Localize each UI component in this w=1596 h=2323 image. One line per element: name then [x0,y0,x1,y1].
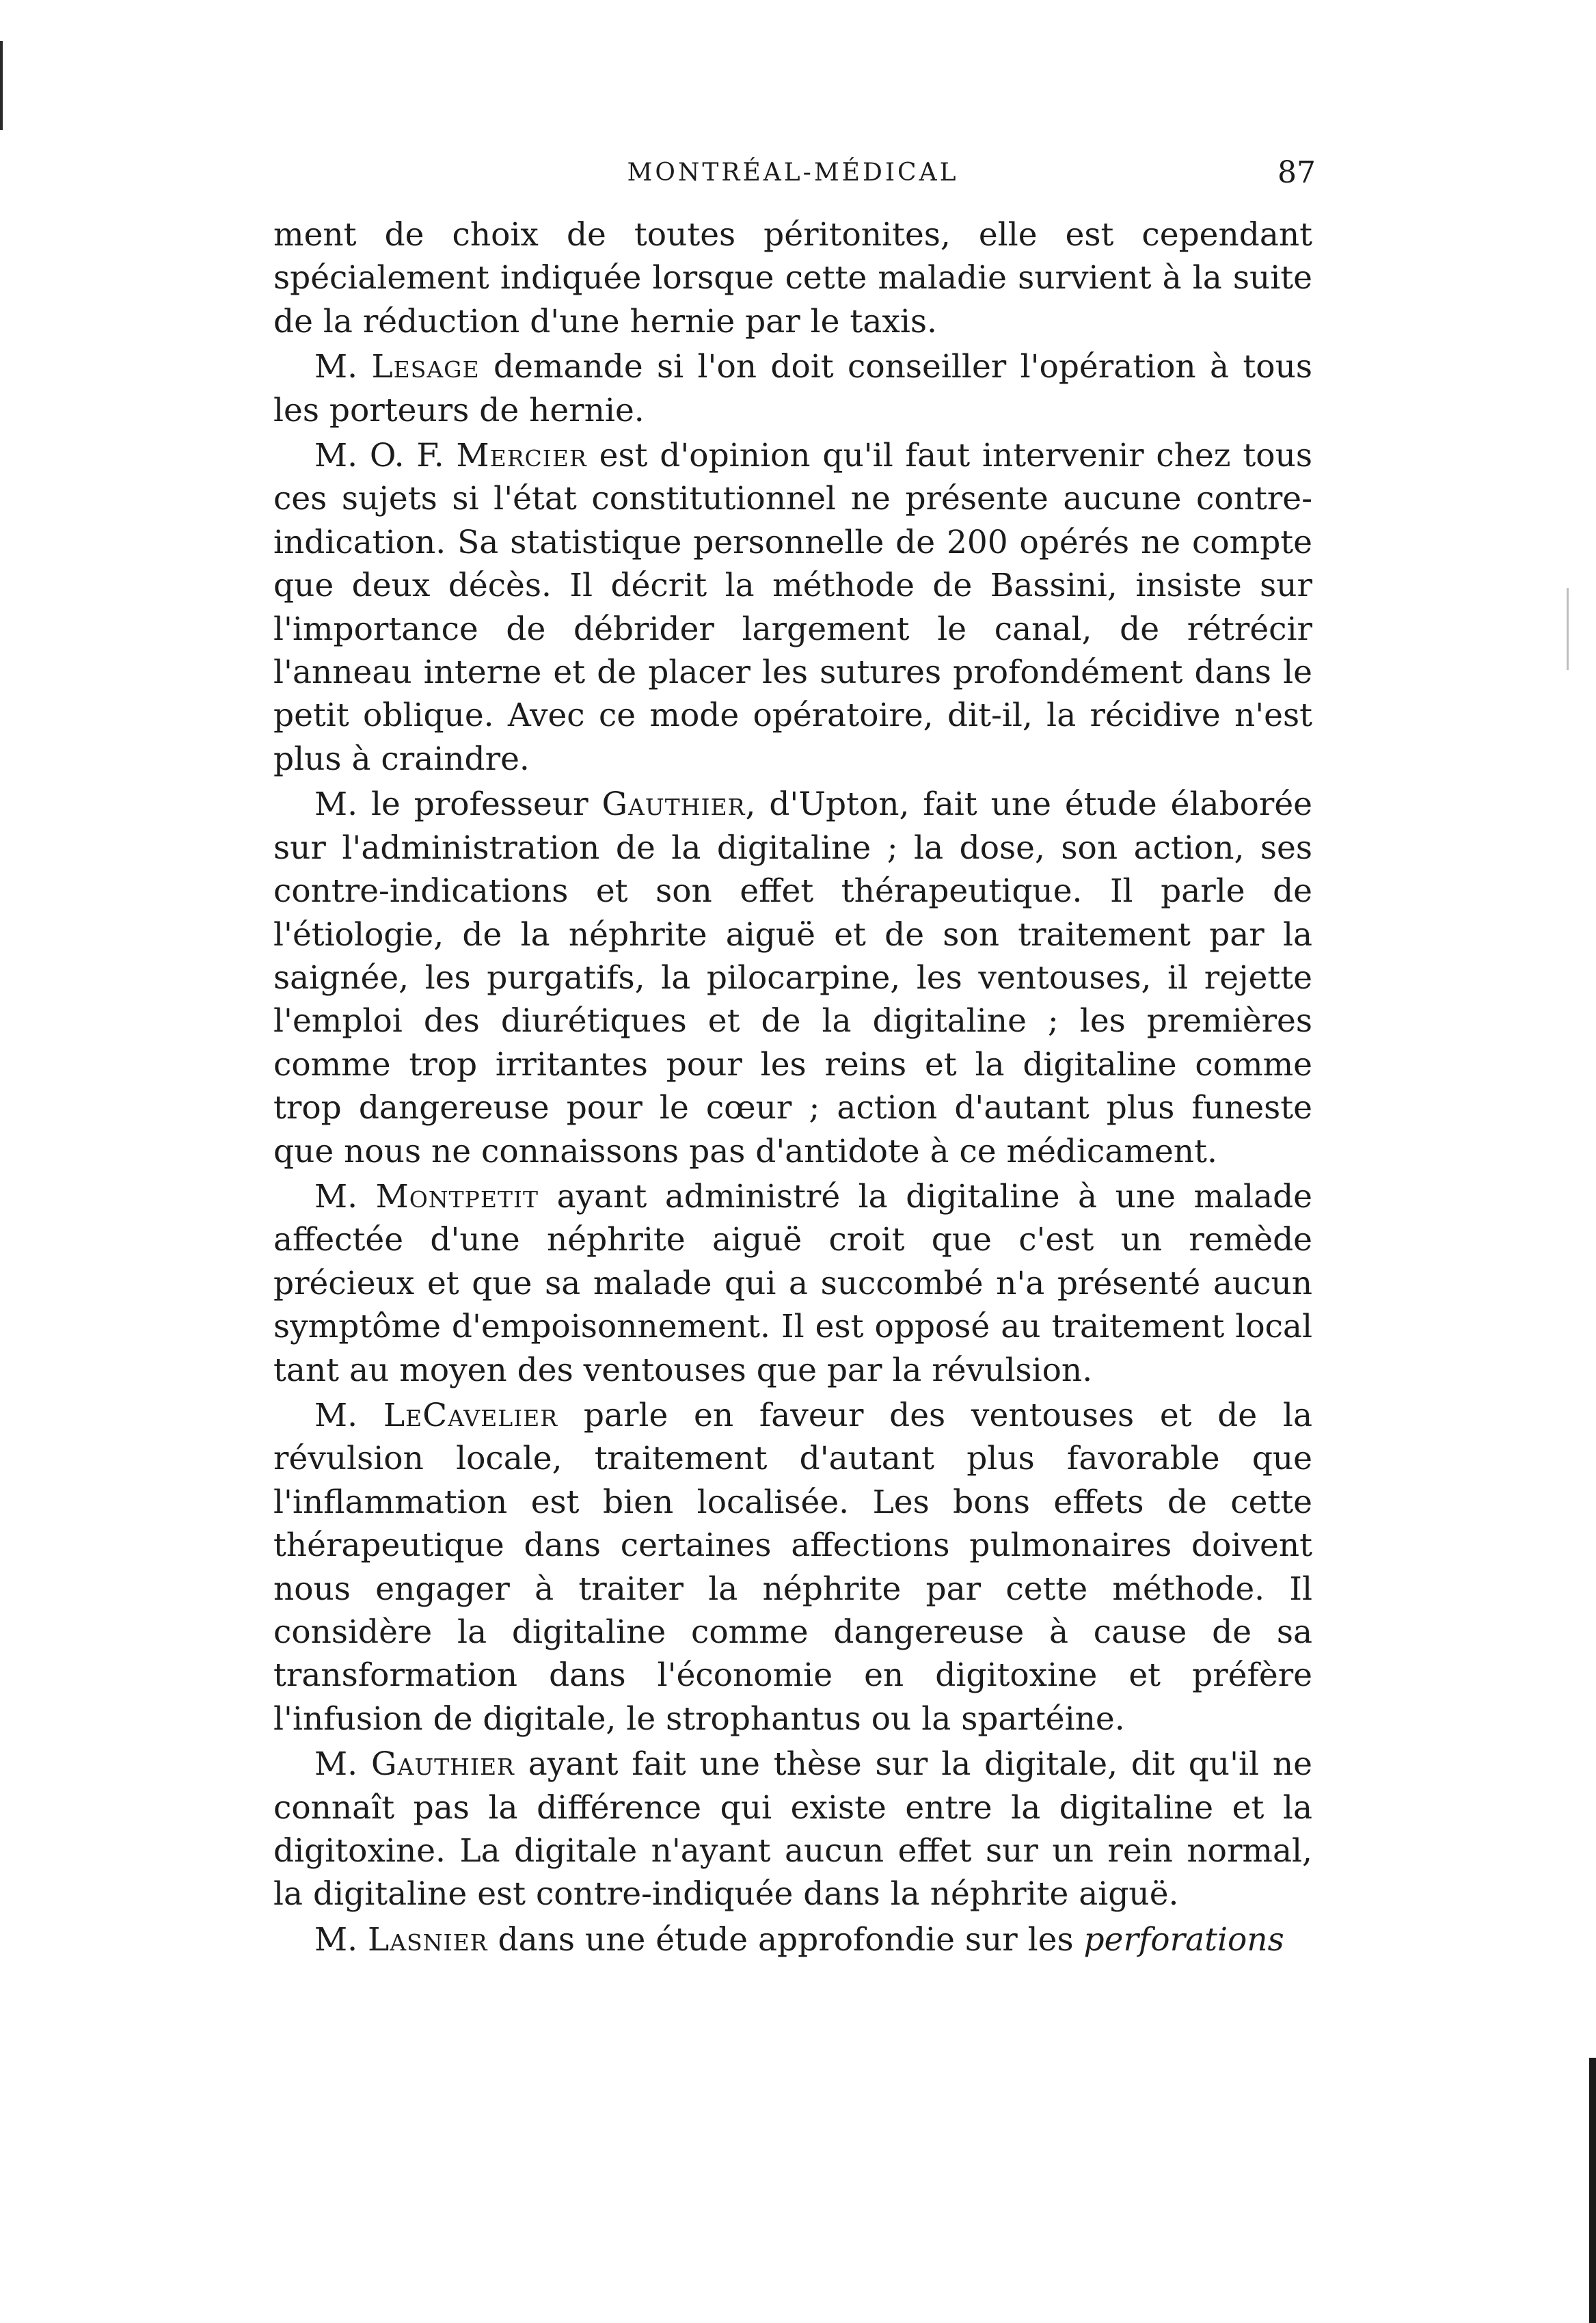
speaker-name: Gauthier [601,785,746,824]
speaker-prefix: M. [314,1396,358,1434]
paragraph [273,213,1312,343]
paragraph [273,1743,1312,1916]
paragraph-text: dans une étude approfondie sur les [498,1920,1074,1959]
scan-edge-mark [1589,2058,1596,2323]
scan-edge-mark [1567,588,1569,670]
paragraph-text: ayant administré la digitaline à une malade affectée d'une néphrite aiguë croit que c'est un remède précieux et que sa malade qui a succombé n'a présenté aucun symptôme d'empoisonnement. Il est opposé au traitement local tant au moyen des ventouses que par la révulsion. [273,1177,1312,1389]
paragraph [273,1918,1312,1961]
paragraph-text: parle en faveur des ventouses et de la révulsion locale, traitement d'autant plus favorable que l'inflammation est bien localisée. Les bons effets de cette thérapeutique dans certaines affections pulmonaires doivent nous engager à traiter la néphrite par cette méthode. Il considère la digitaline comme dangereuse à cause de sa transformation dans l'économie en digitoxine et préfère l'infusion de digitale, le strophantus ou la spartéine. [273,1396,1312,1738]
speaker-name: Gauthier [370,1745,515,1784]
speaker-name: Lesage [371,348,480,386]
speaker-name: Lasnier [368,1920,488,1959]
italic-term: perforations [1083,1920,1284,1959]
speaker-prefix: M. [314,1745,358,1784]
speaker-prefix: M. [314,1177,358,1216]
paragraph [273,345,1312,432]
speaker-name: LeCavelier [383,1396,558,1434]
body-text [273,213,1312,1963]
paragraph [273,1175,1312,1392]
page-number: 87 [1277,155,1316,190]
scan-edge-mark [0,41,3,130]
speaker-name: Mercier [456,437,587,475]
paragraph [273,434,1312,781]
speaker-prefix: M. [314,348,358,386]
paragraph-text: ayant fait une thèse sur la digitale, dit qu'il ne connaît pas la différence qui existe entre la digitaline et la digitoxine. La digitale n'ayant aucun effet sur un rein normal, la digitaline est contre-indiquée dans la néphrite aiguë. [273,1745,1312,1914]
paragraph-text: ment de choix de toutes péritonites, elle est cependant spécialement indiquée lorsque cette maladie survient à la suite de la réduction d'une hernie par le taxis. [273,216,1312,340]
paragraph [273,783,1312,1173]
paragraph-text: est d'opinion qu'il faut intervenir chez tous ces sujets si l'état constitutionnel ne présente aucune contre-indication. Sa statistique personnelle de 200 opérés ne compte que deux décès. Il décrit la méthode de Bassini, insiste sur l'importance de débrider largement le canal, de rétrécir l'anneau interne et de placer les sutures profondément dans le petit oblique. Avec ce mode opératoire, dit-il, la récidive n'est plus à craindre. [273,437,1312,778]
running-head [270,149,1316,197]
speaker-prefix: M. O. F. [314,437,444,475]
paragraph-text: demande si l'on doit conseiller l'opération à tous les porteurs de hernie. [273,348,1312,429]
paragraph [273,1394,1312,1741]
speaker-name: Montpetit [375,1177,539,1216]
speaker-prefix: M. le professeur [314,785,589,824]
paragraph-text: , d'Upton, fait une étude élaborée sur l'administration de la digitaline ; la dose, son action, ses contre-indications et son effet thérapeutique. Il parle de l'étiologie, de la néphrite aiguë et de son traitement par la saignée, les purgatifs, la pilocarpine, les ventouses, il rejette l'emploi des diurétiques et de la digitaline ; les premières comme trop irritantes pour les reins et la digitaline comme trop dangereuse pour le cœur ; action d'autant plus funeste que nous ne connaissons pas d'antidote à ce médicament. [273,785,1312,1170]
speaker-prefix: M. [314,1920,358,1959]
running-title: MONTRÉAL-MÉDICAL [627,159,959,187]
